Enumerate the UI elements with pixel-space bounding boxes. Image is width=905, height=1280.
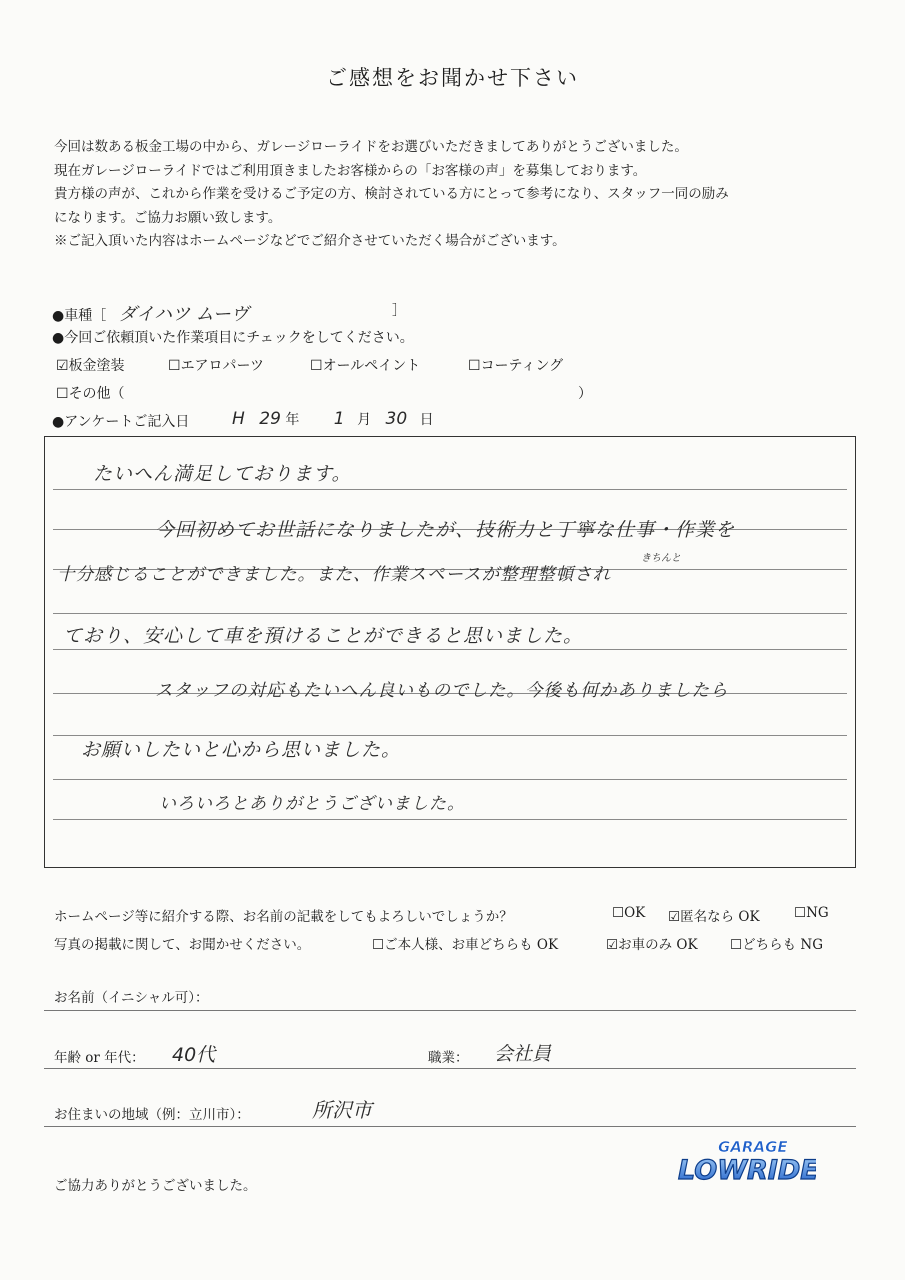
- form-title: ご感想をお聞かせ下さい: [326, 66, 579, 90]
- age-value[interactable]: 40代: [172, 1044, 216, 1066]
- comment-line: お願いしたいと心から思いました。: [81, 739, 402, 761]
- date-month[interactable]: 1: [333, 409, 345, 429]
- age-label: 年齢 or 年代：: [54, 1050, 145, 1066]
- checkbox-icon: ☐: [468, 358, 481, 374]
- area-value[interactable]: 所沢市: [312, 1098, 372, 1122]
- comment-rule: [53, 489, 847, 490]
- logo-bottom-text: LOWRIDE: [678, 1155, 816, 1186]
- comment-line: いろいろとありがとうございました。: [159, 794, 465, 814]
- intro-line: ※ご記入頂いた内容はホームページなどでご紹介させていただく場合がございます。: [54, 233, 566, 249]
- work-option-3[interactable]: ☐オールペイント: [310, 358, 421, 374]
- comment-line: 十分感じることができました。また、作業スペースが整理整頓され: [57, 565, 612, 585]
- date-day[interactable]: 30: [385, 409, 408, 429]
- vehicle-label: ●車種［: [52, 308, 107, 324]
- checkbox-checked-icon: ☑: [668, 909, 681, 925]
- date-label: ●アンケートご記入日: [52, 414, 190, 430]
- intro-line: になります。ご協力お願い致します。: [54, 209, 282, 226]
- comment-rule: [53, 613, 847, 614]
- intro-line: 今回は数ある板金工場の中から、ガレージローライドをお選びいただきましてありがとうございました。: [54, 139, 688, 155]
- comment-rule: [53, 649, 847, 650]
- logo-top-text: GARAGE: [718, 1138, 788, 1156]
- checkbox-checked-icon: ☑: [56, 358, 69, 374]
- checkbox-icon: ☐: [168, 358, 181, 374]
- garage-lowride-logo: [676, 1133, 816, 1193]
- job-value[interactable]: 会社員: [494, 1043, 552, 1065]
- work-option-2[interactable]: ☐エアロパーツ: [168, 358, 265, 374]
- comment-line: たいへん満足しております。: [93, 463, 352, 485]
- day-unit: 日: [419, 412, 434, 428]
- work-question: ●今回ご依頼頂いた作業項目にチェックをしてください。: [52, 330, 414, 346]
- month-unit: 月: [357, 412, 372, 428]
- comment-annotation: きちんと: [641, 553, 681, 564]
- work-option-other[interactable]: ☐その他（: [56, 386, 125, 402]
- intro-line: 現在ガレージローライドではご利用頂きましたお客様からの「お客様の声」を募集しております。: [54, 162, 647, 179]
- checkbox-icon: ☐: [794, 905, 807, 921]
- photo-option-both[interactable]: ☐ご本人様、お車どちらも OK: [372, 937, 559, 953]
- intro-text: [54, 136, 864, 254]
- vehicle-close: ］: [392, 303, 406, 319]
- photo-option-car-only[interactable]: ☑お車のみ OK: [606, 937, 698, 953]
- photo-option-neither[interactable]: ☐どちらも NG: [730, 937, 823, 953]
- intro-line: 貴方様の声が、これから作業を受けるご予定の方、検討されている方にとって参考になり、スタッフ一同の励み: [54, 186, 729, 202]
- checkbox-icon: ☐: [612, 905, 625, 921]
- comment-rule: [53, 779, 847, 780]
- closing-text: ご協力ありがとうございました。: [54, 1178, 257, 1194]
- comment-line: 今回初めてお世話になりましたが、技術力と丁寧な仕事・作業を: [155, 519, 736, 541]
- vehicle-row: [52, 300, 249, 326]
- name-option-anonymous[interactable]: ☑匿名なら OK: [668, 909, 760, 925]
- date-era[interactable]: H: [232, 409, 245, 429]
- work-option-1[interactable]: ☑板金塗装: [56, 358, 125, 374]
- name-permission-question: ホームページ等に紹介する際、お名前の記載をしてもよろしいでしょうか？: [54, 909, 513, 925]
- date-year[interactable]: 29: [259, 409, 281, 429]
- name-option-ok[interactable]: ☐OK: [612, 905, 646, 921]
- area-label: お住まいの地域（例：立川市）：: [54, 1107, 250, 1123]
- comment-line: スタッフの対応もたいへん良いものでした。今後も何かありましたら: [155, 681, 729, 701]
- vehicle-value[interactable]: ダイハツ ムーヴ: [118, 304, 249, 325]
- checkbox-icon: ☐: [310, 358, 323, 374]
- area-rule: [44, 1126, 856, 1127]
- name-rule: [44, 1010, 856, 1011]
- comment-rule: [53, 819, 847, 820]
- comment-line: ており、安心して車を預けることができると思いました。: [63, 625, 584, 647]
- comment-box[interactable]: [44, 436, 856, 868]
- year-unit: 年: [285, 412, 300, 428]
- job-label: 職業：: [428, 1050, 469, 1066]
- checkbox-icon: ☐: [730, 937, 743, 953]
- age-job-rule: [44, 1068, 856, 1069]
- checkbox-checked-icon: ☑: [606, 937, 619, 953]
- work-other-close: ）: [578, 386, 592, 402]
- name-label: お名前（イニシャル可）：: [54, 990, 209, 1006]
- checkbox-icon: ☐: [372, 937, 385, 953]
- name-option-ng[interactable]: ☐NG: [794, 905, 829, 921]
- photo-permission-question: 写真の掲載に関して、お聞かせください。: [54, 937, 311, 953]
- work-option-4[interactable]: ☐コーティング: [468, 358, 564, 374]
- date-row: [232, 409, 434, 429]
- checkbox-icon: ☐: [56, 386, 69, 402]
